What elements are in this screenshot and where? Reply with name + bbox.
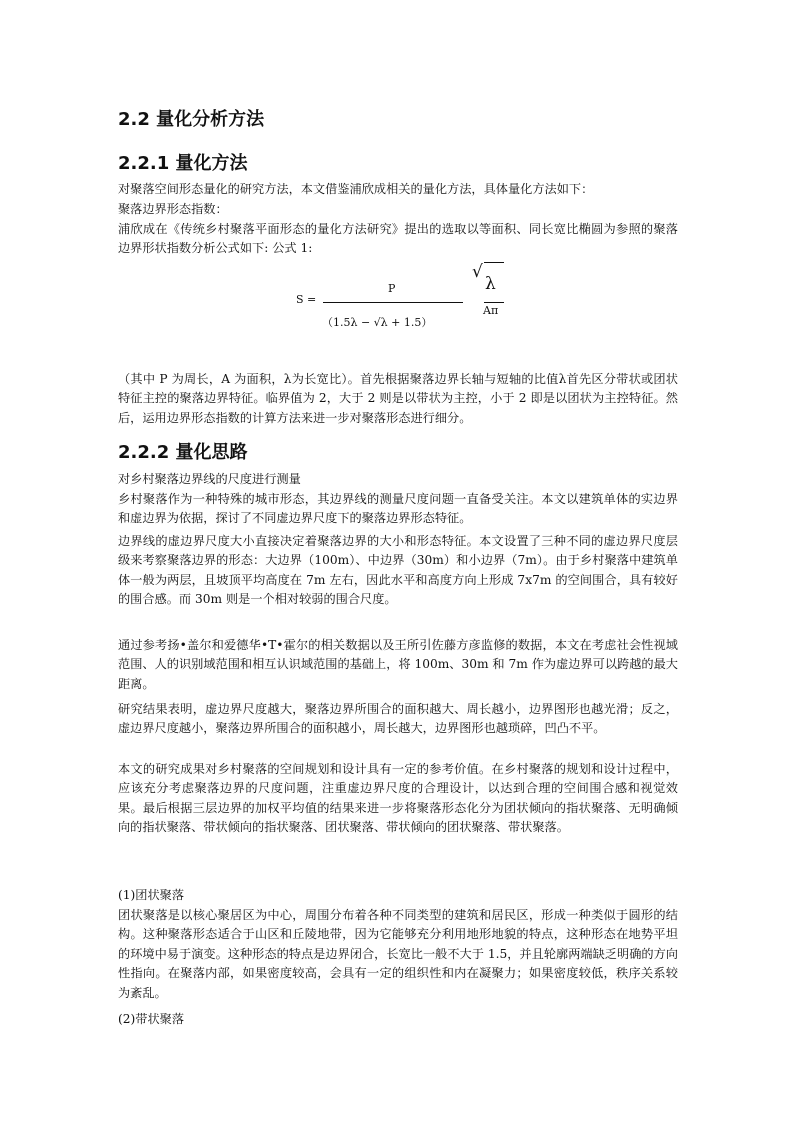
formula-lhs: S = — [296, 293, 317, 306]
paragraph: 对聚落空间形态量化的研究方法，本文借鉴浦欣成相关的量化方法，具体量化方法如下： — [118, 182, 594, 196]
paragraph: 对乡村聚落边界线的尺度进行测量 — [118, 472, 301, 486]
paragraph: 乡村聚落作为一种特殊的城市形态，其边界线的测量尺度问题一直备受关注。本文以建筑单体的实边界和虚边界为依据，探讨了不同虚边界尺度下的聚落边界形态特征。 — [118, 492, 678, 526]
formula-denominator: （1.5λ − √λ + 1.5） — [322, 316, 433, 329]
paragraph: 边界线的虚边界尺度大小直接决定着聚落边界的大小和形态特征。本文设置了三种不同的虚边界尺度层级来考察聚落边界的形态：大边界（100m）、中边界（30m）和小边界（7m）。由于乡村聚落中建筑单体一般为两层，且坡顶平均高度在 7m 左右，因此水平和高度方向上形成 7x7m 的空间围合，具有较好的围合感。而 30m 则是一个相对较弱的围合尺度。 — [118, 534, 678, 607]
fraction-bar — [323, 302, 463, 303]
boundary-shape-index-formula — [118, 262, 678, 338]
paragraph: (1)团状聚落 — [118, 888, 185, 902]
paragraph: (2)带状聚落 — [118, 1012, 185, 1026]
formula-root-numerator: λ — [485, 274, 496, 294]
paragraph: 本文的研究成果对乡村聚落的空间规划和设计具有一定的参考价值。在乡村聚落的规划和设计过程中，应该充分考虑聚落边界的尺度问题，注重虚边界尺度的合理设计，以达到合理的空间围合感和视觉效果。最后根据三层边界的加权平均值的结果来进一步将聚落形态化分为团状倾向的指状聚落、无明确倾向的指状聚落、带状倾向的指状聚落、团状聚落、带状倾向的团状聚落、带状聚落。 — [118, 762, 678, 835]
paragraph: 团状聚落是以核心聚居区为中心，周围分布着各种不同类型的建筑和居民区，形成一种类似于圆形的结构。这种聚落形态适合于山区和丘陵地带，因为它能够充分利用地形地貌的特点，这种形态在地势平坦的环境中易于演变。这种形态的特点是边界闭合，长宽比一般不大于 1.5，并且轮廓两端缺乏明确的方向性指向。在聚落内部，如果密度较高，会具有一定的组织性和内在凝聚力；如果密度较低，秩序关系较为紊乱。 — [118, 908, 678, 1000]
formula-root-denominator: Aπ — [483, 304, 499, 317]
paragraph: （其中 P 为周长，A 为面积，λ为长宽比）。首先根据聚落边界长轴与短轴的比值λ首先区分带状或团状特征主控的聚落边界特征。临界值为 2，大于 2 则是以带状为主控，小于 2 即是以团状为主控特征。然后，运用边界形态指数的计算方法来进一步对聚落形态进行细分。 — [118, 372, 678, 425]
sqrt-sign: √ — [472, 262, 483, 282]
paragraph: 浦欣成在《传统乡村聚落平面形态的量化方法研究》提出的选取以等面积、同长宽比椭圆为参照的聚落边界形状指数分析公式如下: 公式 1: — [118, 222, 678, 256]
formula-numerator: P — [388, 282, 396, 295]
sqrt-overbar — [484, 262, 504, 263]
paragraph: 通过参考扬•盖尔和爱德华•T•霍尔的相关数据以及王所引佐藤方彦监修的数据，本文在考虑社会性视域范围、人的识别域范围和相互认识域范围的基础上，将 100m、30m 和 7m 作为虚边界可以跨越的最大距离。 — [118, 638, 678, 691]
paragraph: 研究结果表明，虚边界尺度越大，聚落边界所围合的面积越大、周长越小，边界图形也越光滑；反之，虚边界尺度越小，聚落边界所围合的面积越小，周长越大，边界图形也越琐碎，凹凸不平。 — [118, 702, 678, 736]
paragraph: 聚落边界形态指数： — [118, 202, 228, 216]
section-heading-2-2-1: 2.2.1 量化方法 — [118, 153, 248, 174]
section-heading-2-2-2: 2.2.2 量化思路 — [118, 442, 248, 463]
root-fraction-bar — [484, 302, 504, 303]
section-heading-2-2: 2.2 量化分析方法 — [118, 109, 265, 130]
